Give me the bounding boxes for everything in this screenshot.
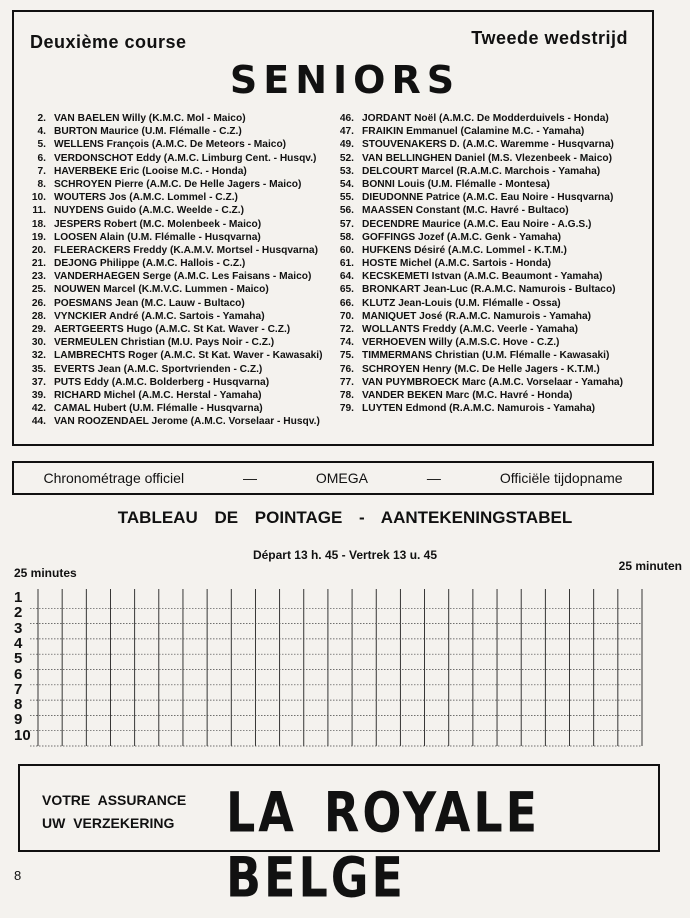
rider-number: 30. <box>31 337 46 349</box>
rider-name: PUTS Eddy (A.M.C. Bolderberg - Husqvarna) <box>54 376 270 388</box>
rider-number: 75. <box>339 350 354 362</box>
rider-name: SCHROYEN Pierre (A.M.C. De Helle Jagers - Maico) <box>54 178 302 190</box>
rider-number: 58. <box>339 231 354 243</box>
rider-number: 32. <box>31 350 46 362</box>
rider-name: KLUTZ Jean-Louis (U.M. Flémalle - Ossa) <box>362 297 561 309</box>
rider-name: VERDONSCHOT Eddy (A.M.C. Limburg Cent. - Husqv.) <box>54 152 317 164</box>
rider-number: 72. <box>339 324 354 335</box>
grid-row-number: 2 <box>14 604 23 622</box>
rider-number: 5. <box>37 139 46 151</box>
rider-name: LOOSEN Alain (U.M. Flémalle - Husqvarna) <box>54 231 261 243</box>
rider-number: 20. <box>31 244 46 256</box>
chrono-brand: OMEGA <box>315 470 368 486</box>
rider-number: 11. <box>32 205 46 217</box>
grid-row-number: 3 <box>14 619 23 637</box>
grid-row-number: 9 <box>14 711 23 729</box>
rider-number: 47. <box>339 126 354 138</box>
rider-name: VAN ROOZENDAEL Jerome (A.M.C. Vorselaar - Husqv.) <box>54 416 320 428</box>
rider-number: 65. <box>339 284 354 296</box>
rider-name: FRAIKIN Emmanuel (Calamine M.C. - Yamaha) <box>362 126 585 138</box>
ad-line-2: UW VERZEKERING <box>42 815 175 831</box>
grid-row-number: 10 <box>14 726 31 744</box>
rider-number: 77. <box>339 376 354 388</box>
rider-name: DELCOURT Marcel (R.A.M.C. Marchois - Yamaha) <box>362 165 601 177</box>
rider-name: STOUVENAKERS D. (A.M.C. Waremme - Husqvarna) <box>362 139 614 151</box>
left-minutes-label: 25 minutes <box>14 566 77 580</box>
rider-name: BRONKART Jean-Luc (R.A.M.C. Namurois - Bultaco) <box>362 284 616 296</box>
rider-number: 2. <box>37 113 46 124</box>
rider-name: DIEUDONNE Patrice (A.M.C. Eau Noire - Husqvarna) <box>362 192 614 204</box>
rider-number: 49. <box>339 139 354 151</box>
grid-row-number: 5 <box>14 650 23 668</box>
rider-name: HAVERBEKE Eric (Looise M.C. - Honda) <box>54 165 247 177</box>
rider-name: POESMANS Jean (M.C. Lauw - Bultaco) <box>54 297 245 309</box>
rider-name: VYNCKIER André (A.M.C. Sartois - Yamaha) <box>54 310 265 322</box>
grid-row-number: 6 <box>14 665 23 683</box>
rider-number: 8. <box>37 178 46 190</box>
rider-number: 54. <box>339 178 354 190</box>
rider-name: VAN BELLINGHEN Daniel (M.S. Vlezenbeek - Maico) <box>362 152 613 164</box>
rider-number: 57. <box>339 218 354 230</box>
chrono-dash-1: — <box>242 470 257 486</box>
rider-name: VAN BAELEN Willy (K.M.C. Mol - Maico) <box>54 113 246 124</box>
rider-number: 56. <box>339 205 354 217</box>
rider-number: 29. <box>31 324 46 335</box>
rider-name: WOUTERS Jos (A.M.C. Lommel - C.Z.) <box>54 192 238 204</box>
rider-name: JESPERS Robert (M.C. Molenbeek - Maico) <box>54 218 262 230</box>
rider-number: 10. <box>31 192 46 204</box>
chrono-right-text: Officiële tijdopname <box>499 470 623 486</box>
rider-name: EVERTS Jean (A.M.C. Sportvrienden - C.Z.) <box>54 363 263 375</box>
chrono-left-text: Chronométrage officiel <box>43 470 185 486</box>
rider-number: 42. <box>31 403 46 415</box>
rider-number: 28. <box>31 310 46 322</box>
grid-row-number: 4 <box>14 634 23 652</box>
rider-name: VAN PUYMBROECK Marc (A.M.C. Vorselaar - Yamaha) <box>362 376 623 388</box>
rider-number: 53. <box>339 165 354 177</box>
rider-number: 18. <box>31 218 46 230</box>
rider-name: GOFFINGS Jozef (A.M.C. Genk - Yamaha) <box>362 231 562 243</box>
header-left: Deuxième course <box>30 32 187 52</box>
rider-number: 66. <box>339 297 354 309</box>
rider-number: 4. <box>37 126 46 138</box>
rider-number: 7. <box>37 165 46 177</box>
rider-name: MAASSEN Constant (M.C. Havré - Bultaco) <box>362 205 569 217</box>
rider-number: 44. <box>31 416 46 428</box>
rider-number: 6. <box>37 152 46 164</box>
rider-name: VERMEULEN Christian (M.U. Pays Noir - C.Z.) <box>54 337 275 349</box>
rider-number: 76. <box>339 363 354 375</box>
rider-number: 78. <box>339 389 354 401</box>
rider-name: LAMBRECHTS Roger (A.M.C. St Kat. Waver - Kawasaki) <box>54 350 323 362</box>
rider-number: 23. <box>31 271 46 283</box>
rider-number: 52. <box>339 152 354 164</box>
right-minutes-label: 25 minuten <box>618 559 682 573</box>
rider-number: 64. <box>339 271 354 283</box>
rider-name: HUFKENS Désiré (A.M.C. Lommel - K.T.M.) <box>362 244 567 256</box>
rider-name: DECENDRE Maurice (A.M.C. Eau Noire - A.G.S.) <box>362 218 592 230</box>
rider-name: LUYTEN Edmond (R.A.M.C. Namurois - Yamaha) <box>362 403 596 415</box>
rider-number: 35. <box>31 363 46 375</box>
ad-brand: LA ROYALE BELGE <box>226 780 541 910</box>
rider-name: WOLLANTS Freddy (A.M.C. Veerle - Yamaha) <box>362 324 579 335</box>
grid-row-number: 8 <box>14 696 23 714</box>
rider-name: KECSKEMETI Istvan (A.M.C. Beaumont - Yamaha) <box>362 271 603 283</box>
rider-name: NUYDENS Guido (A.M.C. Weelde - C.Z.) <box>54 205 244 217</box>
rider-number: 37. <box>31 376 46 388</box>
rider-name: JORDANT Noël (A.M.C. De Modderduivels - Honda) <box>362 113 609 124</box>
rider-number: 46. <box>339 113 354 124</box>
page-number: 8 <box>14 868 22 883</box>
rider-number: 70. <box>339 310 354 322</box>
rider-name: DEJONG Philippe (A.M.C. Hallois - C.Z.) <box>54 258 246 270</box>
depart-time: Départ 13 h. 45 - Vertrek 13 u. 45 <box>252 548 438 562</box>
rider-number: 79. <box>339 403 354 415</box>
rider-number: 26. <box>31 297 46 309</box>
page-title: SENIORS <box>229 58 461 102</box>
rider-number: 21. <box>31 258 46 270</box>
rider-number: 39. <box>31 389 46 401</box>
rider-name: NOUWEN Marcel (K.M.V.C. Lummen - Maico) <box>54 284 269 296</box>
rider-name: RICHARD Michel (A.M.C. Herstal - Yamaha) <box>54 389 262 401</box>
header-right: Tweede wedstrijd <box>471 28 628 48</box>
rider-name: CAMAL Hubert (U.M. Flémalle - Husqvarna) <box>54 403 263 415</box>
rider-number: 19. <box>31 231 46 243</box>
grid-row-number: 1 <box>14 589 23 606</box>
tableau-title: TABLEAU DE POINTAGE - AANTEKENINGSTABEL <box>117 508 573 527</box>
rider-number: 61. <box>339 258 354 270</box>
rider-name: VANDERHAEGEN Serge (A.M.C. Les Faisans - Maico) <box>54 271 312 283</box>
rider-name: VANDER BEKEN Marc (M.C. Havré - Honda) <box>362 389 573 401</box>
rider-name: BURTON Maurice (U.M. Flémalle - C.Z.) <box>54 126 242 138</box>
rider-name: FLEERACKERS Freddy (K.A.M.V. Mortsel - Husqvarna) <box>54 244 318 256</box>
rider-name: HOSTE Michel (A.M.C. Sartois - Honda) <box>362 258 552 270</box>
rider-name: VERHOEVEN Willy (A.M.S.C. Hove - C.Z.) <box>362 337 560 349</box>
rider-name: AERTGEERTS Hugo (A.M.C. St Kat. Waver - C.Z.) <box>54 324 291 335</box>
rider-name: BONNI Louis (U.M. Flémalle - Montesa) <box>362 178 550 190</box>
rider-number: 74. <box>339 337 354 349</box>
rider-number: 25. <box>31 284 46 296</box>
chrono-dash-2: — <box>426 470 441 486</box>
ad-line-1: VOTRE ASSURANCE <box>42 792 187 808</box>
rider-name: WELLENS François (A.M.C. De Meteors - Maico) <box>54 139 287 151</box>
rider-number: 60. <box>339 244 354 256</box>
rider-number: 55. <box>339 192 354 204</box>
rider-name: TIMMERMANS Christian (U.M. Flémalle - Kawasaki) <box>362 350 610 362</box>
grid-row-number: 7 <box>14 680 23 698</box>
rider-name: SCHROYEN Henry (M.C. De Helle Jagers - K.T.M.) <box>362 363 600 375</box>
rider-name: MANIQUET José (R.A.M.C. Namurois - Yamaha) <box>362 310 592 322</box>
